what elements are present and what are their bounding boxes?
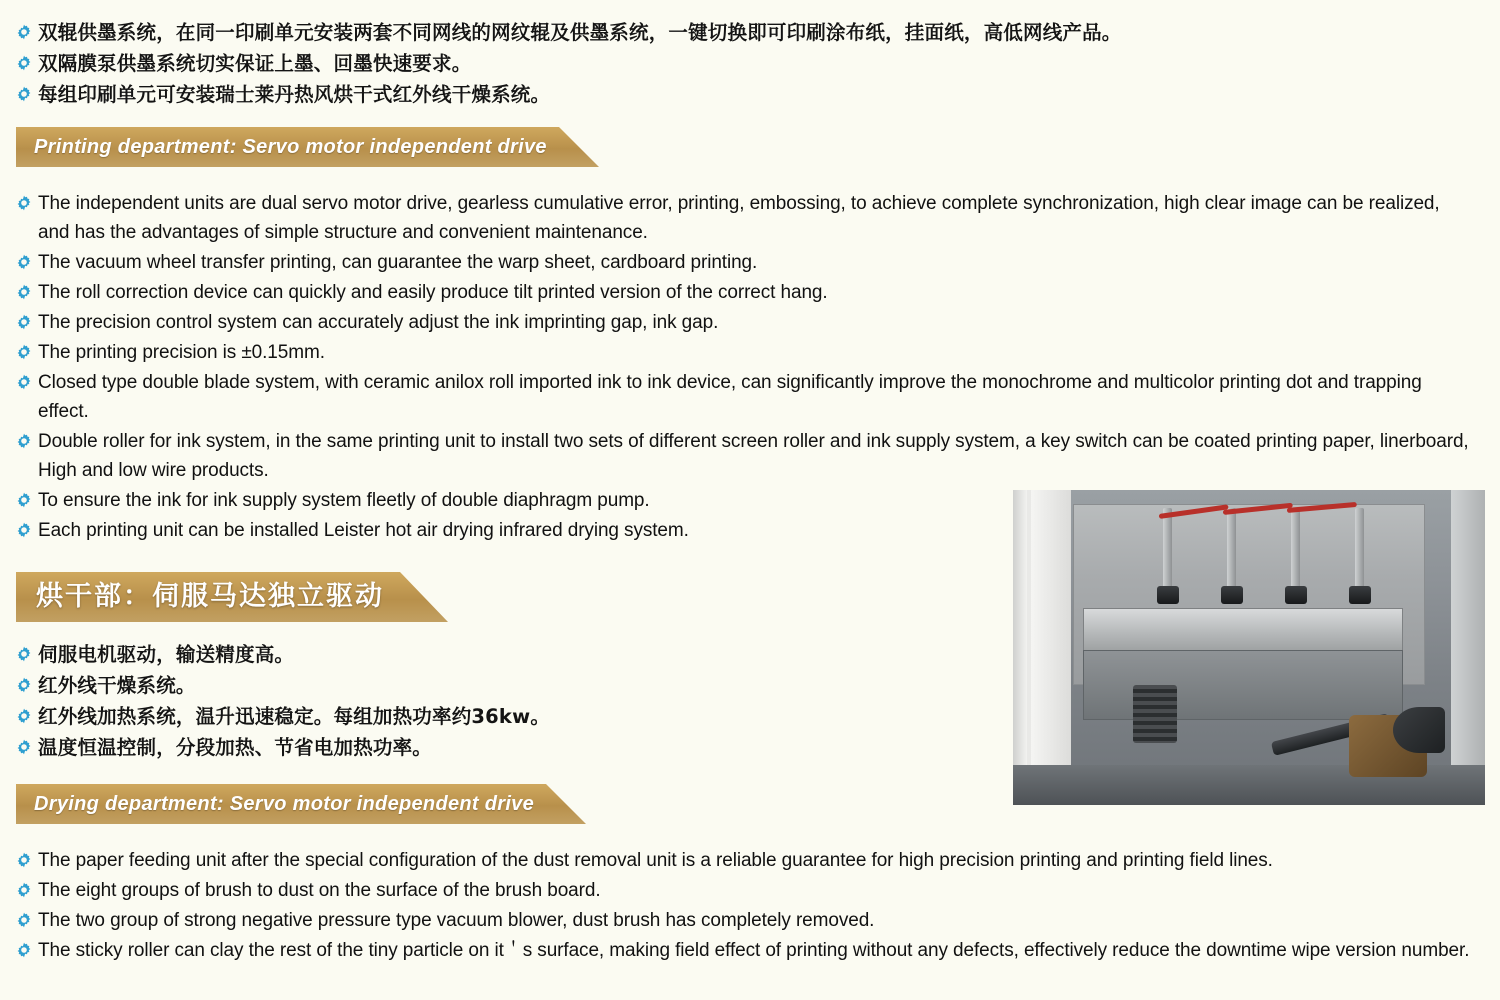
top-chinese-list <box>16 18 1478 110</box>
list-item-text: The precision control system can accurately adjust the ink imprinting gap, ink gap. <box>38 312 719 333</box>
list-item-text: Each printing unit can be installed Leister hot air drying infrared drying system. <box>38 520 689 541</box>
drying-department-banner-en: Drying department: Servo motor independent drive <box>16 784 586 824</box>
photo-motor-housing <box>1393 707 1445 753</box>
gear-icon <box>16 55 32 71</box>
gear-icon <box>16 374 32 390</box>
photo-knob <box>1349 586 1371 604</box>
photo-knob <box>1285 586 1307 604</box>
list-item-text: The eight groups of brush to dust on the surface of the brush board. <box>38 880 601 901</box>
gear-icon <box>16 433 32 449</box>
gear-icon <box>16 912 32 928</box>
printing-section <box>0 167 1500 545</box>
list-item <box>16 906 1474 935</box>
list-item <box>16 49 1478 79</box>
gear-icon <box>16 254 32 270</box>
top-section <box>0 0 1500 110</box>
photo-knob <box>1157 586 1179 604</box>
list-item <box>16 18 1478 48</box>
list-item-text: 双辊供墨系统，在同一印刷单元安装两套不同网线的网纹辊及供墨系统，一键切换即可印刷涂布纸，挂面纸，高低网线产品。 <box>38 21 1122 44</box>
machine-photo <box>1013 490 1485 805</box>
list-item-text: 伺服电机驱动，输送精度高。 <box>38 643 295 666</box>
photo-beam-upper <box>1083 608 1403 652</box>
list-item <box>16 80 1478 110</box>
list-item <box>16 368 1474 426</box>
list-item <box>16 427 1474 485</box>
photo-left-edge <box>1013 490 1027 805</box>
gear-icon <box>16 314 32 330</box>
drying-en-section <box>0 824 1500 965</box>
drying-english-list <box>16 846 1474 965</box>
list-item-text: 红外线加热系统，温升迅速稳定。每组加热功率约36kw。 <box>38 705 551 728</box>
printing-banner-wrap <box>0 111 1500 167</box>
list-item-text: The vacuum wheel transfer printing, can guarantee the warp sheet, cardboard printing. <box>38 252 758 273</box>
gear-icon <box>16 24 32 40</box>
gear-icon <box>16 344 32 360</box>
list-item <box>16 278 1474 307</box>
gear-icon <box>16 492 32 508</box>
list-item-text: The independent units are dual servo motor drive, gearless cumulative error, printing, embossing, to achieve complete synchronization, high clear image can be realized, and has the advantages of simple structure and convenient maintenance. <box>38 193 1440 243</box>
list-item <box>16 846 1474 875</box>
list-item-text: The printing precision is ±0.15mm. <box>38 342 325 363</box>
list-item-text: The roll correction device can quickly and easily produce tilt printed version of the correct hang. <box>38 282 828 303</box>
list-item-text: The two group of strong negative pressure type vacuum blower, dust brush has completely removed. <box>38 910 875 931</box>
list-item-text: Closed type double blade system, with ceramic anilox roll imported ink to ink device, can significantly improve the monochrome and multicolor printing dot and trapping effect. <box>38 372 1422 422</box>
list-item-text: Double roller for ink system, in the same printing unit to install two sets of different screen roller and ink supply system, a key switch can be coated printing paper, linerboard, High and low wire products. <box>38 431 1469 481</box>
list-item <box>16 338 1474 367</box>
photo-beam-lower <box>1083 650 1403 720</box>
gear-icon <box>16 739 32 755</box>
list-item <box>16 248 1474 277</box>
photo-knob <box>1221 586 1243 604</box>
list-item-text: 每组印刷单元可安装瑞士莱丹热风烘干式红外线干燥系统。 <box>38 83 551 106</box>
printing-department-banner: Printing department: Servo motor independent drive <box>16 127 599 167</box>
list-item-text: 温度恒温控制，分段加热、节省电加热功率。 <box>38 736 433 759</box>
list-item-text: The sticky roller can clay the rest of the tiny particle on it＇s surface, making field effect of printing without any defects, effectively reduce the downtime wipe version number. <box>38 940 1470 961</box>
gear-icon <box>16 646 32 662</box>
list-item <box>16 876 1474 905</box>
gear-icon <box>16 195 32 211</box>
drying-department-banner-cn: 烘干部：伺服马达独立驱动 <box>16 572 448 622</box>
list-item <box>16 936 1474 965</box>
list-item <box>16 308 1474 337</box>
list-item-text: To ensure the ink for ink supply system fleetly of double diaphragm pump. <box>38 490 650 511</box>
list-item-text: 双隔膜泵供墨系统切实保证上墨、回墨快速要求。 <box>38 52 472 75</box>
photo-left-column <box>1031 490 1071 805</box>
list-item-text: 红外线干燥系统。 <box>38 674 196 697</box>
gear-icon <box>16 86 32 102</box>
photo-gear <box>1133 685 1177 743</box>
list-item-text: The paper feeding unit after the special configuration of the dust removal unit is a reliable guarantee for high precision printing and printing field lines. <box>38 850 1273 871</box>
gear-icon <box>16 284 32 300</box>
gear-icon <box>16 852 32 868</box>
gear-icon <box>16 522 32 538</box>
gear-icon <box>16 942 32 958</box>
list-item <box>16 189 1474 247</box>
gear-icon <box>16 708 32 724</box>
photo-right-column <box>1451 490 1485 805</box>
gear-icon <box>16 677 32 693</box>
gear-icon <box>16 882 32 898</box>
